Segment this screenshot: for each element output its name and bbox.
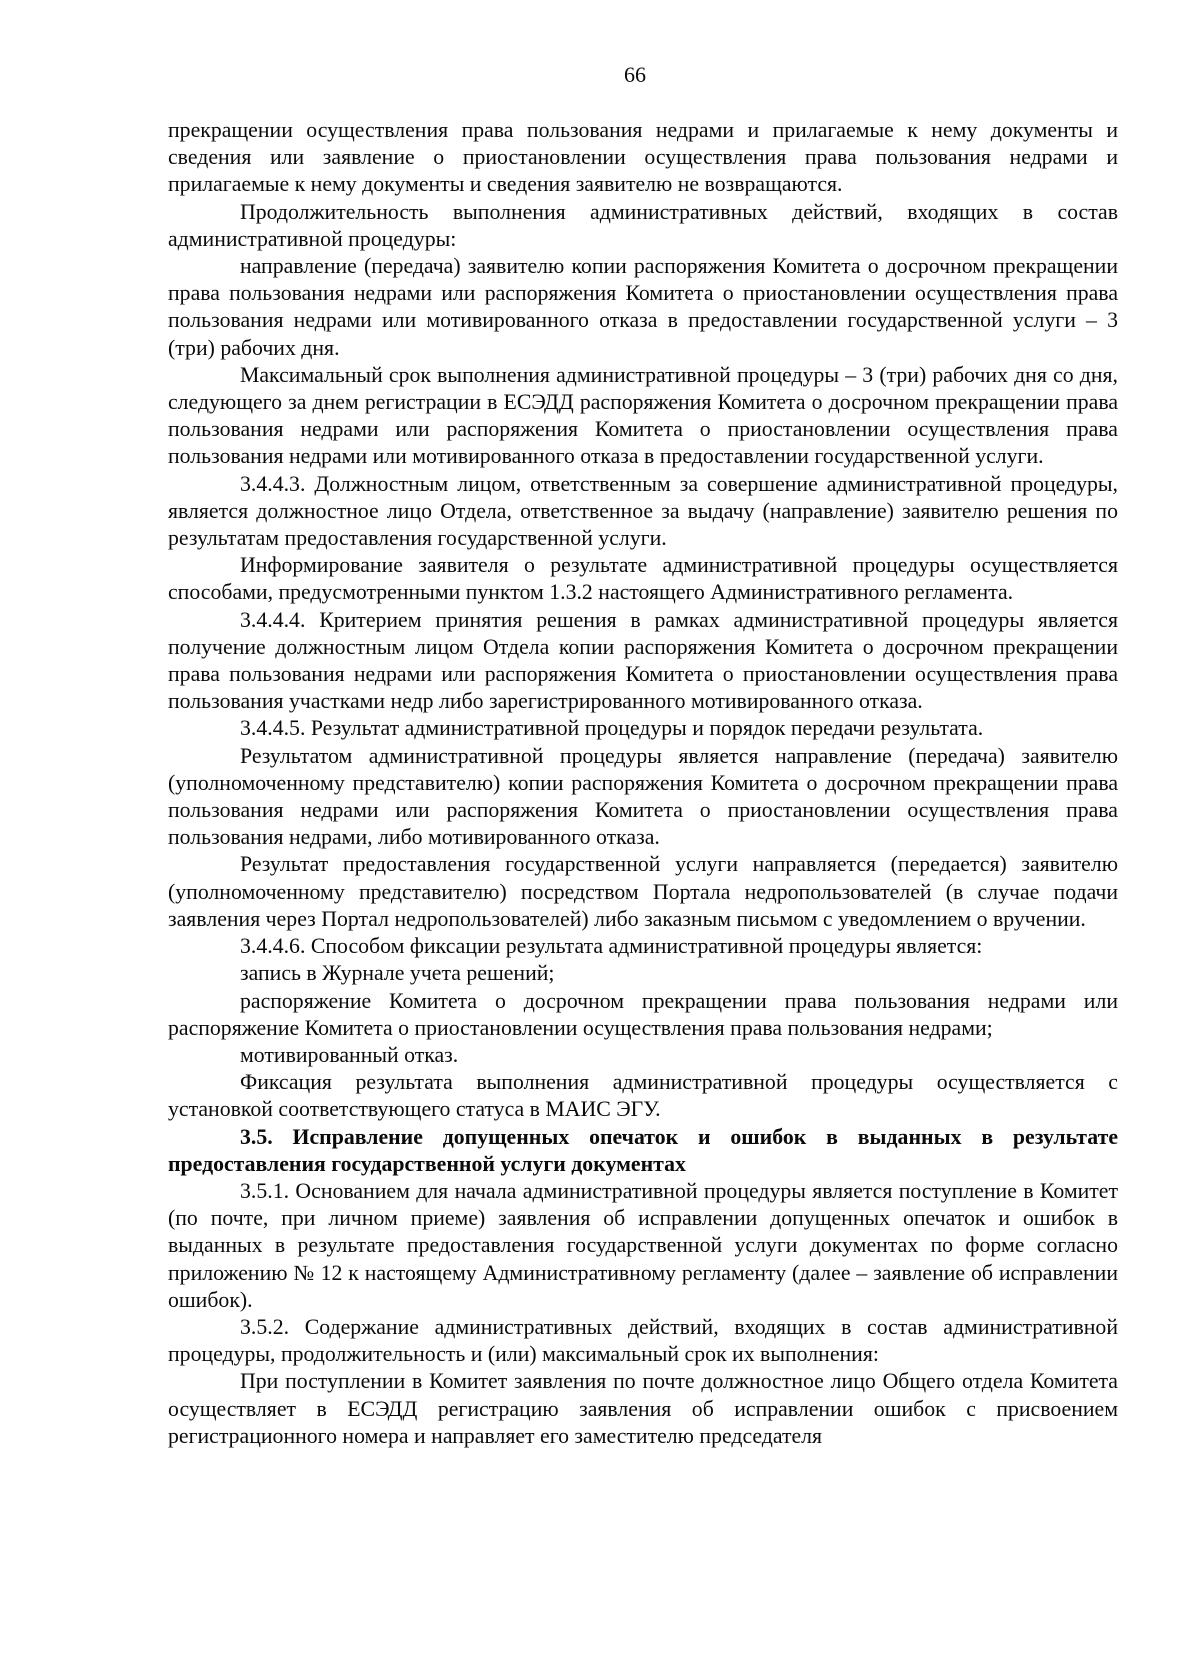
paragraph: Результатом административной процедуры является направление (передача) заявителю (уполномоченному представителю) копии распоряжения Комитета о досрочном прекращении права пользования недрами или распоряжения Комитета о приостановлении осуществления права пользования недрами, либо мотивированного отказа. xyxy=(168,743,1118,850)
paragraph: прекращении осуществления права пользования недрами и прилагаемые к нему документы и сведения или заявление о приостановлении осуществления права пользования недрами и прилагаемые к нему документы и сведения заявителю не возвращаются. xyxy=(168,118,1118,197)
paragraph: При поступлении в Комитет заявления по почте должностное лицо Общего отдела Комитета осуществляет в ЕСЭДД регистрацию заявления об исправлении ошибок с присвоением регистрационного номера и направляет его заместителю председателя xyxy=(168,1369,1118,1448)
paragraph: 3.5.1. Основанием для начала административной процедуры является поступление в Комитет (по почте, при личном приеме) заявления об исправлении допущенных опечаток и ошибок в выданных в результате предоставления государственной услуги документах по форме согласно приложению № 12 к настоящему Административному регламенту (далее – заявление об исправлении ошибок). xyxy=(168,1178,1118,1312)
paragraph: Максимальный срок выполнения административной процедуры – 3 (три) рабочих дня со дня, следующего за днем регистрации в ЕСЭДД распоряжения Комитета о досрочном прекращении права пользования недрами или распоряжения Комитета о приостановлении осуществления права пользования недрами или мотивированного отказа в предоставлении государственной услуги. xyxy=(168,362,1118,469)
paragraph: 3.5.2. Содержание административных действий, входящих в состав административной процедуры, продолжительность и (или) максимальный срок их выполнения: xyxy=(168,1314,1118,1367)
paragraph: Фиксация результата выполнения административной процедуры осуществляется с установкой соответствующего статуса в МАИС ЭГУ. xyxy=(168,1070,1118,1122)
paragraph: запись в Журнале учета решений; xyxy=(240,961,555,986)
paragraph: Информирование заявителя о результате административной процедуры осуществляется способами, предусмотренными пунктом 1.3.2 настоящего Административного регламента. xyxy=(168,553,1118,605)
paragraph: 3.4.4.3. Должностным лицом, ответственным за совершение административной процедуры, является должностное лицо Отдела, ответственное за выдачу (направление) заявителю решения по результатам предоставления государственной услуги. xyxy=(168,471,1118,551)
paragraph: мотивированный отказ. xyxy=(240,1042,459,1067)
paragraph: распоряжение Комитета о досрочном прекращении права пользования недрами или распоряжение Комитета о приостановлении осуществления права пользования недрами; xyxy=(168,988,1118,1040)
section-heading: 3.5. Исправление допущенных опечаток и ошибок в выданных в результате предоставления государственной услуги документах xyxy=(168,1124,1118,1176)
page-number: 66 xyxy=(624,62,646,87)
paragraph: Продолжительность выполнения административных действий, входящих в состав административной процедуры: xyxy=(168,199,1118,251)
document-body xyxy=(168,117,1118,1450)
paragraph: 3.4.4.4. Критерием принятия решения в рамках административной процедуры является получение должностным лицом Отдела копии распоряжения Комитета о досрочном прекращении права пользования недрами или распоряжения Комитета о приостановлении осуществления права пользования участками недр либо зарегистрированного мотивированного отказа. xyxy=(168,607,1118,714)
paragraph: направление (передача) заявителю копии распоряжения Комитета о досрочном прекращении права пользования недрами или распоряжения Комитета о приостановлении осуществления права пользования недрами или мотивированного отказа в предоставлении государственной услуги – 3 (три) рабочих дня. xyxy=(168,254,1118,360)
paragraph: Результат предоставления государственной услуги направляется (передается) заявителю (уполномоченному представителю) посредством Портала недропользователей (в случае подачи заявления через Портал недропользователей) либо заказным письмом с уведомлением о вручении. xyxy=(168,852,1118,931)
paragraph: 3.4.4.5. Результат административной процедуры и порядок передачи результата. xyxy=(240,716,984,741)
paragraph: 3.4.4.6. Способом фиксации результата административной процедуры является: xyxy=(240,934,983,959)
